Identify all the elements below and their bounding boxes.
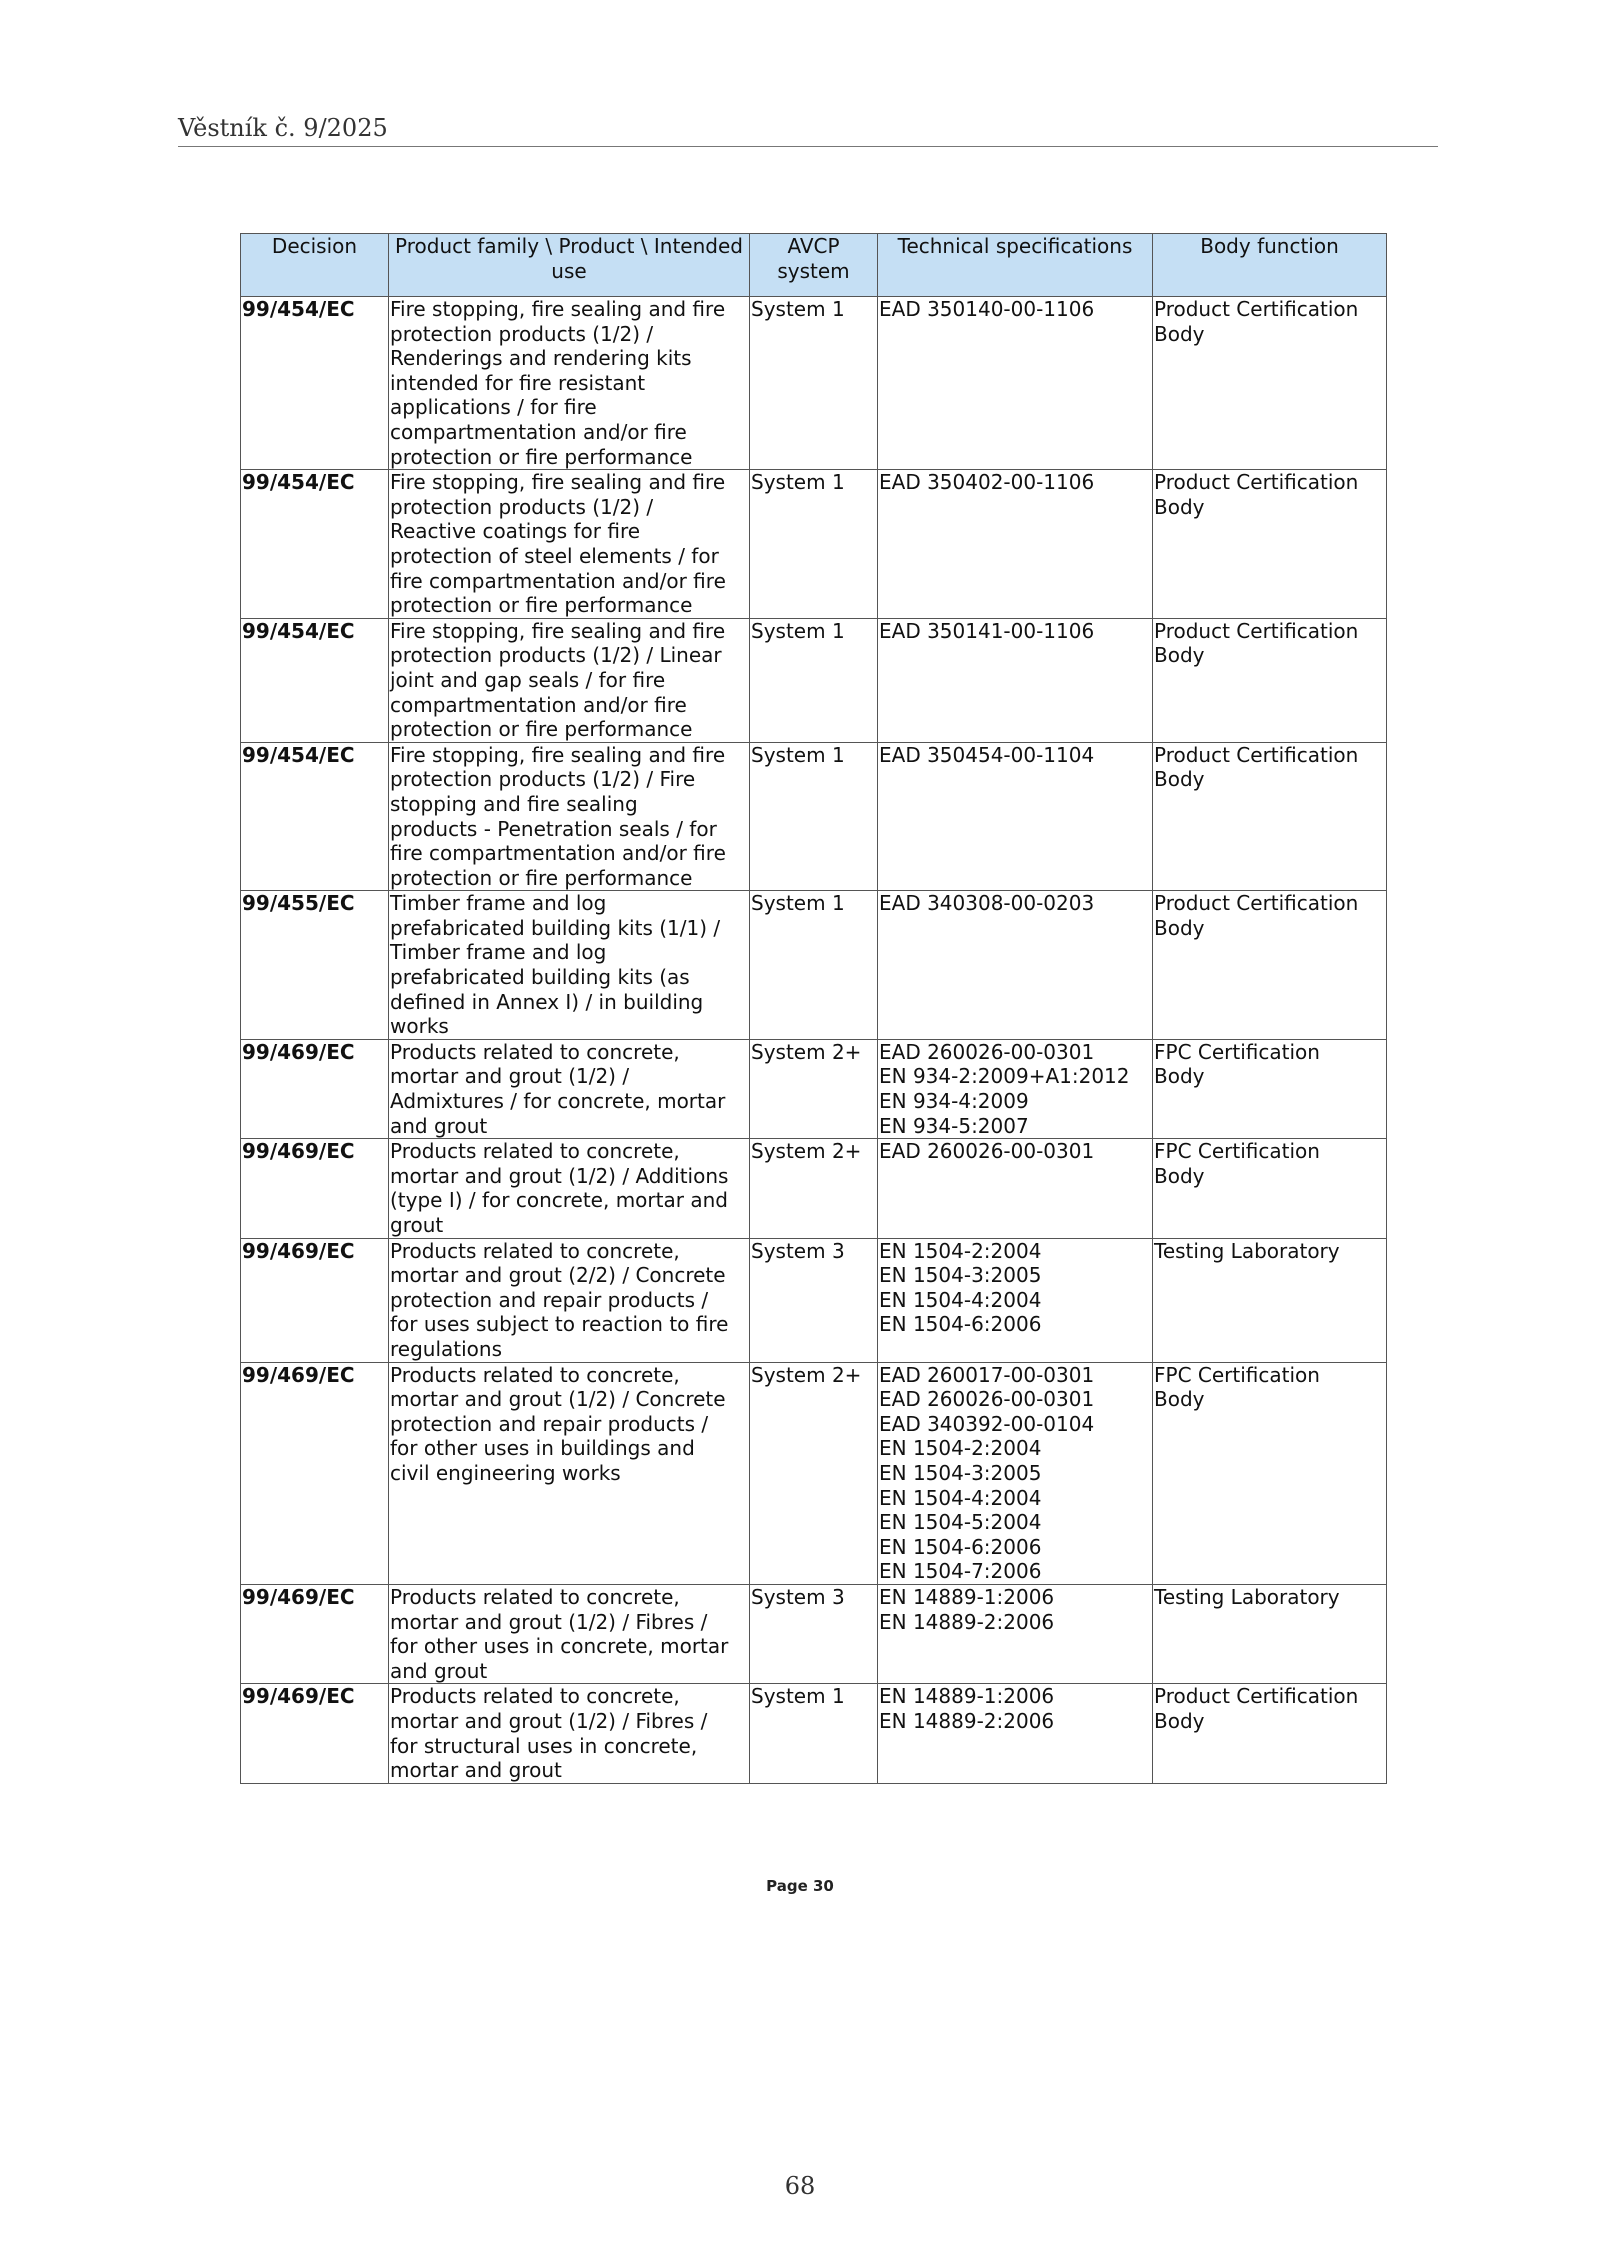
- table-row: [241, 297, 1387, 470]
- page-number: 68: [784, 2172, 816, 2200]
- product-cell-line: protection products (1/2) / Fire: [390, 767, 696, 792]
- product-cell-line: mortar and grout (1/2) / Fibres /: [390, 1708, 708, 1733]
- body-function-cell: [1153, 618, 1387, 742]
- decision-cell: 99/469/EC: [241, 1139, 389, 1238]
- avcp-cell: System 1: [750, 1684, 878, 1783]
- body-function-cell: [1153, 891, 1387, 1040]
- decision-cell: 99/454/EC: [241, 470, 389, 619]
- avcp-cell: System 1: [750, 470, 878, 619]
- product-cell-line: regulations: [390, 1336, 503, 1361]
- product-cell-line: Fire stopping, fire sealing and fire: [390, 297, 726, 321]
- table-body: [241, 297, 1387, 1784]
- decision-cell: 99/469/EC: [241, 1039, 389, 1138]
- body-function-cell-line: Product Certification: [1154, 1684, 1359, 1709]
- specifications-cell: [878, 1139, 1153, 1238]
- body-function-cell: [1153, 1238, 1387, 1362]
- specifications-cell: [878, 470, 1153, 619]
- product-cell-line: protection products (1/2) / Linear: [390, 643, 722, 668]
- body-function-cell-line: Testing Laboratory: [1154, 1238, 1340, 1263]
- specifications-cell-line: EN 14889-1:2006: [879, 1684, 1055, 1709]
- product-cell-line: Products related to concrete,: [390, 1238, 680, 1263]
- specifications-cell: [878, 1362, 1153, 1584]
- avcp-cell: System 3: [750, 1584, 878, 1683]
- avcp-cell: System 2+: [750, 1039, 878, 1138]
- specifications-cell-line: EN 1504-2:2004: [879, 1436, 1042, 1461]
- product-cell-line: protection products (1/2) /: [390, 321, 654, 346]
- specifications-cell-line: EN 1504-3:2005: [879, 1263, 1042, 1288]
- product-cell-line: grout: [390, 1213, 444, 1237]
- product-cell: [389, 1039, 750, 1138]
- specifications-cell-line: EN 1504-4:2004: [879, 1287, 1042, 1312]
- product-cell-line: protection of steel elements / for: [390, 543, 719, 568]
- decision-cell: 99/455/EC: [241, 891, 389, 1040]
- specifications-cell: [878, 618, 1153, 742]
- avcp-cell: System 1: [750, 742, 878, 891]
- body-function-cell-line: Product Certification: [1154, 742, 1359, 767]
- product-cell-line: protection and repair products /: [390, 1287, 709, 1312]
- product-cell-line: mortar and grout (2/2) / Concrete: [390, 1263, 726, 1288]
- specifications-cell-line: EAD 260026-00-0301: [879, 1387, 1095, 1412]
- product-cell-line: Products related to concrete,: [390, 1684, 680, 1709]
- column-header-avcp: AVCP system: [750, 234, 878, 297]
- product-cell-line: protection products (1/2) /: [390, 494, 654, 519]
- specifications-cell-line: EN 14889-2:2006: [879, 1708, 1055, 1733]
- table-row: [241, 891, 1387, 1040]
- product-cell-line: Products related to concrete,: [390, 1584, 680, 1609]
- product-cell-line: defined in Annex I) / in building: [390, 989, 704, 1014]
- body-function-cell: [1153, 297, 1387, 470]
- product-cell-line: Fire stopping, fire sealing and fire: [390, 618, 726, 643]
- page-label: Page 30: [766, 1877, 834, 1895]
- product-cell-line: for uses subject to reaction to fire: [390, 1312, 729, 1337]
- specifications-cell-line: EN 1504-5:2004: [879, 1510, 1042, 1535]
- product-cell-line: compartmentation and/or fire: [390, 692, 687, 717]
- column-header-specifications: Technical specifications: [878, 234, 1153, 297]
- decision-cell: 99/469/EC: [241, 1238, 389, 1362]
- product-cell: [389, 1362, 750, 1584]
- avcp-cell: System 3: [750, 1238, 878, 1362]
- specifications-cell-line: EAD 350140-00-1106: [879, 297, 1095, 321]
- body-function-cell-line: Body: [1154, 494, 1205, 519]
- avcp-cell: System 1: [750, 618, 878, 742]
- specifications-cell-line: EAD 260026-00-0301: [879, 1039, 1095, 1064]
- specifications-cell-line: EAD 260026-00-0301: [879, 1139, 1095, 1164]
- specifications-cell: [878, 1039, 1153, 1138]
- product-cell-line: fire compartmentation and/or fire: [390, 568, 726, 593]
- body-function-cell-line: Product Certification: [1154, 297, 1359, 321]
- product-cell-line: Renderings and rendering kits: [390, 346, 692, 371]
- product-cell-line: Fire stopping, fire sealing and fire: [390, 742, 726, 767]
- product-cell: [389, 891, 750, 1040]
- product-cell-line: Products related to concrete,: [390, 1039, 680, 1064]
- product-cell-line: for other uses in buildings and: [390, 1436, 695, 1461]
- product-cell: [389, 1238, 750, 1362]
- decision-cell: 99/454/EC: [241, 297, 389, 470]
- avcp-cell: System 1: [750, 891, 878, 1040]
- body-function-cell-line: Body: [1154, 321, 1205, 346]
- product-cell-line: Timber frame and log: [390, 940, 607, 965]
- certification-table: [240, 233, 1387, 1784]
- product-cell-line: protection or fire performance: [390, 865, 693, 890]
- table-row: [241, 618, 1387, 742]
- header-rule: [178, 146, 1438, 147]
- body-function-cell-line: FPC Certification: [1154, 1362, 1320, 1387]
- specifications-cell-line: EAD 350141-00-1106: [879, 618, 1095, 643]
- decision-cell: 99/469/EC: [241, 1684, 389, 1783]
- body-function-cell: [1153, 1139, 1387, 1238]
- product-cell-line: mortar and grout: [390, 1758, 562, 1783]
- table-row: [241, 470, 1387, 619]
- specifications-cell-line: EN 1504-6:2006: [879, 1312, 1042, 1337]
- product-cell-line: Fire stopping, fire sealing and fire: [390, 470, 726, 495]
- specifications-cell-line: EN 1504-4:2004: [879, 1485, 1042, 1510]
- column-header-decision: Decision: [241, 234, 389, 297]
- product-cell-line: Products related to concrete,: [390, 1362, 680, 1387]
- product-cell-line: joint and gap seals / for fire: [390, 667, 666, 692]
- product-cell-line: Reactive coatings for fire: [390, 519, 641, 544]
- product-cell-line: protection or fire performance: [390, 444, 693, 469]
- specifications-cell-line: EAD 340392-00-0104: [879, 1411, 1095, 1436]
- product-cell-line: civil engineering works: [390, 1460, 621, 1485]
- specifications-cell: [878, 1584, 1153, 1683]
- body-function-cell-line: Body: [1154, 1387, 1205, 1412]
- table-row: [241, 1039, 1387, 1138]
- specifications-cell-line: EN 14889-1:2006: [879, 1584, 1055, 1609]
- product-cell-line: intended for fire resistant: [390, 370, 646, 395]
- product-cell-line: fire compartmentation and/or fire: [390, 841, 726, 866]
- table-header-row: [241, 234, 1387, 297]
- body-function-cell: [1153, 470, 1387, 619]
- specifications-cell-line: EN 934-2:2009+A1:2012: [879, 1064, 1130, 1089]
- avcp-cell: System 2+: [750, 1139, 878, 1238]
- product-cell-line: protection and repair products /: [390, 1411, 709, 1436]
- specifications-cell-line: EAD 350454-00-1104: [879, 742, 1095, 767]
- body-function-cell: [1153, 1039, 1387, 1138]
- decision-cell: 99/454/EC: [241, 742, 389, 891]
- body-function-cell-line: Body: [1154, 1708, 1205, 1733]
- product-cell-line: stopping and fire sealing: [390, 791, 638, 816]
- product-cell: [389, 1139, 750, 1238]
- product-cell-line: protection or fire performance: [390, 717, 693, 742]
- decision-cell: 99/454/EC: [241, 618, 389, 742]
- product-cell: [389, 742, 750, 891]
- avcp-cell: System 2+: [750, 1362, 878, 1584]
- product-cell-line: for other uses in concrete, mortar: [390, 1634, 729, 1659]
- specifications-cell-line: EN 1504-2:2004: [879, 1238, 1042, 1263]
- specifications-cell-line: EAD 260017-00-0301: [879, 1362, 1095, 1387]
- specifications-cell-line: EN 1504-6:2006: [879, 1534, 1042, 1559]
- specifications-cell-line: EAD 340308-00-0203: [879, 891, 1095, 916]
- product-cell: [389, 1584, 750, 1683]
- product-cell-line: mortar and grout (1/2) / Concrete: [390, 1387, 726, 1412]
- product-cell-line: and grout: [390, 1113, 488, 1138]
- product-cell-line: (type I) / for concrete, mortar and: [390, 1188, 728, 1213]
- body-function-cell-line: Product Certification: [1154, 470, 1359, 495]
- specifications-cell: [878, 891, 1153, 1040]
- specifications-cell: [878, 297, 1153, 470]
- product-cell-line: prefabricated building kits (as: [390, 965, 690, 990]
- body-function-cell: [1153, 1362, 1387, 1584]
- table-row: [241, 1684, 1387, 1783]
- body-function-cell-line: Body: [1154, 1064, 1205, 1089]
- running-header-title: Věstník č. 9/2025: [178, 114, 388, 142]
- avcp-cell: System 1: [750, 297, 878, 470]
- column-header-product: Product family \ Product \ Intended use: [389, 234, 750, 297]
- product-cell-line: for structural uses in concrete,: [390, 1733, 698, 1758]
- product-cell-line: mortar and grout (1/2) /: [390, 1064, 630, 1089]
- body-function-cell-line: Product Certification: [1154, 618, 1359, 643]
- product-cell: [389, 297, 750, 470]
- product-cell-line: Admixtures / for concrete, mortar: [390, 1089, 726, 1114]
- product-cell-line: Timber frame and log: [390, 891, 607, 916]
- product-cell: [389, 1684, 750, 1783]
- specifications-cell-line: EAD 350402-00-1106: [879, 470, 1095, 495]
- specifications-cell-line: EN 14889-2:2006: [879, 1609, 1055, 1634]
- product-cell-line: Products related to concrete,: [390, 1139, 680, 1164]
- specifications-cell-line: EN 934-4:2009: [879, 1089, 1029, 1114]
- product-cell: [389, 618, 750, 742]
- product-cell-line: mortar and grout (1/2) / Fibres /: [390, 1609, 708, 1634]
- body-function-cell-line: Body: [1154, 767, 1205, 792]
- product-cell-line: prefabricated building kits (1/1) /: [390, 915, 721, 940]
- body-function-cell-line: FPC Certification: [1154, 1039, 1320, 1064]
- product-cell-line: protection or fire performance: [390, 593, 693, 618]
- body-function-cell-line: Product Certification: [1154, 891, 1359, 916]
- decision-cell: 99/469/EC: [241, 1584, 389, 1683]
- table-row: [241, 1238, 1387, 1362]
- product-cell-line: and grout: [390, 1658, 488, 1683]
- product-cell-line: mortar and grout (1/2) / Additions: [390, 1163, 729, 1188]
- table-row: [241, 1584, 1387, 1683]
- specifications-cell: [878, 742, 1153, 891]
- specifications-cell-line: EN 1504-7:2006: [879, 1559, 1042, 1584]
- body-function-cell-line: Body: [1154, 643, 1205, 668]
- body-function-cell: [1153, 742, 1387, 891]
- body-function-cell: [1153, 1684, 1387, 1783]
- specifications-cell-line: EN 934-5:2007: [879, 1113, 1029, 1138]
- product-cell: [389, 470, 750, 619]
- table-row: [241, 1362, 1387, 1584]
- body-function-cell: [1153, 1584, 1387, 1683]
- specifications-cell-line: EN 1504-3:2005: [879, 1460, 1042, 1485]
- column-header-body-function: Body function: [1153, 234, 1387, 297]
- product-cell-line: compartmentation and/or fire: [390, 419, 687, 444]
- body-function-cell-line: Testing Laboratory: [1154, 1584, 1340, 1609]
- table-row: [241, 1139, 1387, 1238]
- body-function-cell-line: FPC Certification: [1154, 1139, 1320, 1164]
- table-row: [241, 742, 1387, 891]
- body-function-cell-line: Body: [1154, 1163, 1205, 1188]
- specifications-cell: [878, 1684, 1153, 1783]
- decision-cell: 99/469/EC: [241, 1362, 389, 1584]
- product-cell-line: works: [390, 1014, 449, 1039]
- specifications-cell: [878, 1238, 1153, 1362]
- product-cell-line: products - Penetration seals / for: [390, 816, 717, 841]
- body-function-cell-line: Body: [1154, 915, 1205, 940]
- product-cell-line: applications / for fire: [390, 395, 597, 420]
